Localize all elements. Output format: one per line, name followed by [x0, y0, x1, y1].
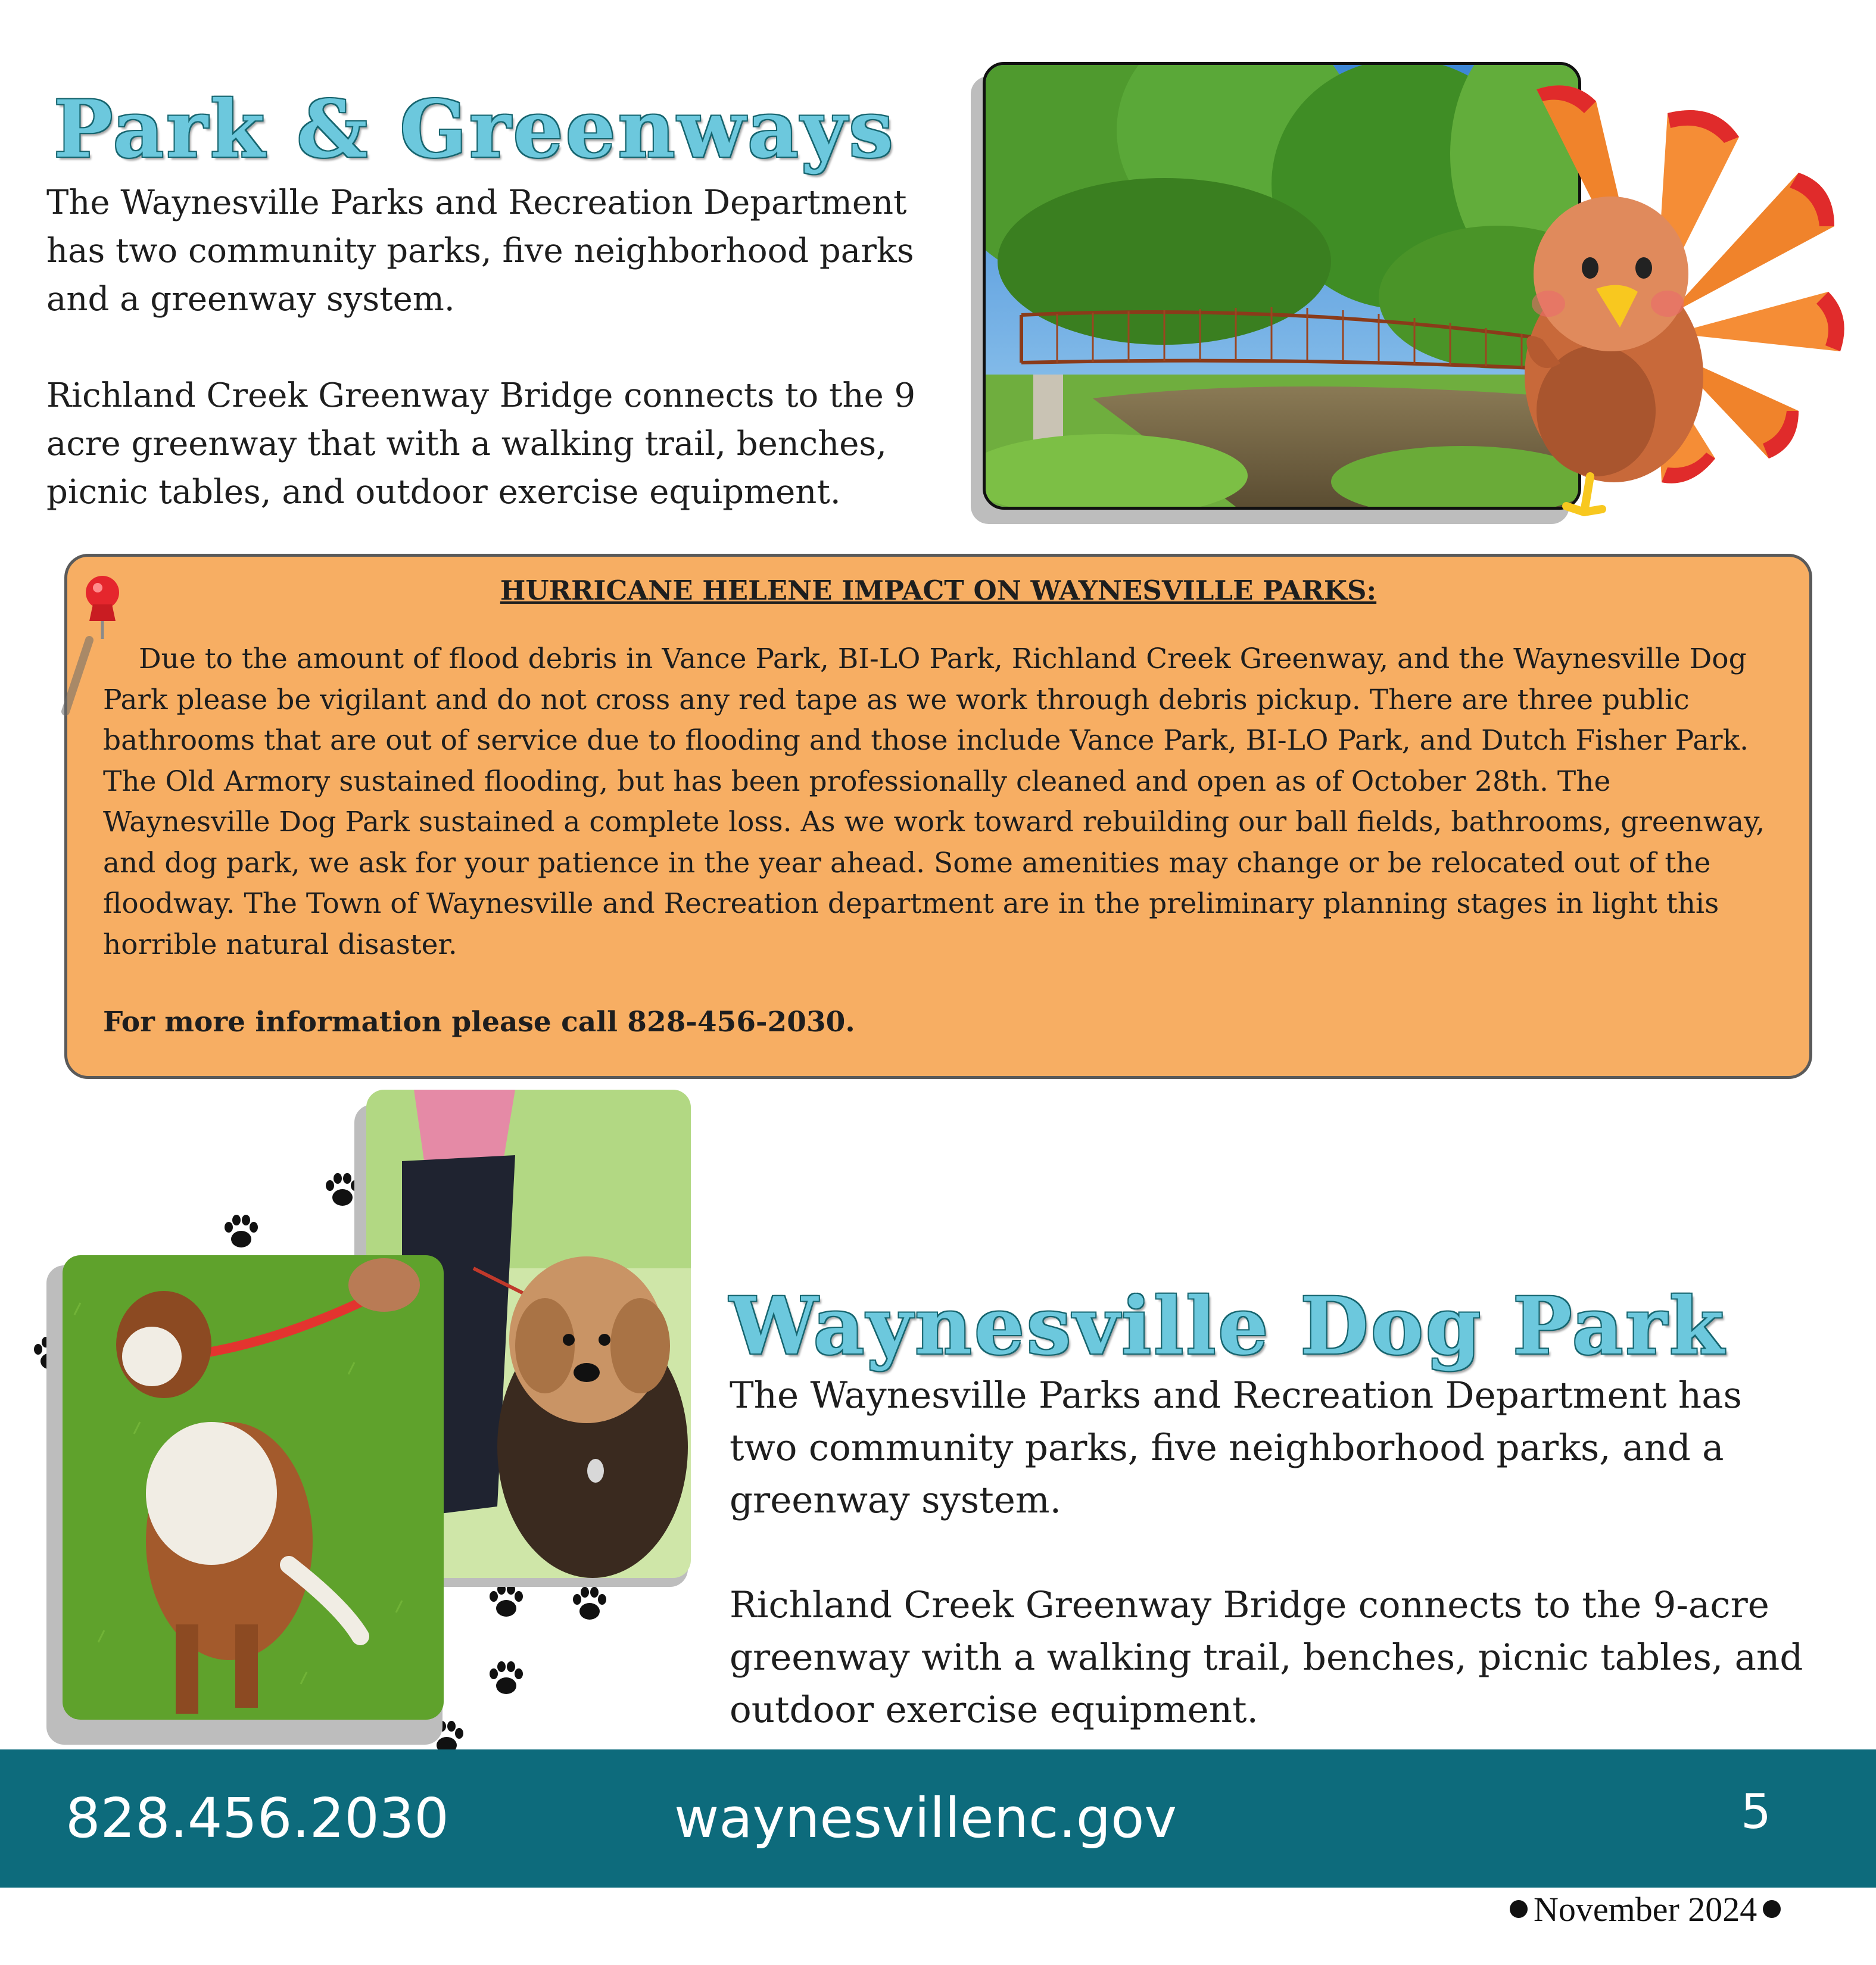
- park-greenways-paragraph-1: The Waynesville Parks and Recreation Department has two community parks, five neighborhood parks and a greenway system.: [46, 183, 914, 319]
- bullet-icon: [1510, 1900, 1528, 1918]
- dog-park-text: [730, 1370, 1819, 1736]
- notice-body: Due to the amount of flood debris in Vance Park, BI-LO Park, Richland Creek Greenway, and the Waynesville Dog Park please be vigilant and do not cross any red tape as we work through debris pickup. There are three public bathrooms that are out of service due to flooding and those include Vance Park, BI-LO Park, and Dutch Fisher Park. The Old Armory sustained flooding, but has been professionally cleaned and open as of October 28th. The Waynesville Dog Park sustained a complete loss. As we work toward rebuilding our ball fields, bathrooms, greenway, and dog park, we ask for your patience in the year ahead. Some amenities may change or be relocated out of the floodway. The Town of Waynesville and Recreation department are in the preliminary planning stages in light this horrible natural disaster.: [103, 642, 1765, 961]
- footer-bar: [0, 1749, 1876, 1888]
- paw-print-icon: [485, 1581, 527, 1623]
- footer-website-link[interactable]: waynesvillenc.gov: [674, 1786, 1177, 1850]
- issue-date: [1510, 1886, 1781, 1932]
- hurricane-notice: [64, 554, 1812, 1079]
- paw-print-icon: [485, 1658, 527, 1700]
- park-greenways-paragraph-2: Richland Creek Greenway Bridge connects to the 9 acre greenway that with a walking trail, benches, picnic tables, and outdoor exercise equipment.: [46, 376, 916, 511]
- dog-park-paragraph-2: Richland Creek Greenway Bridge connects to the 9-acre greenway with a walking trail, benches, picnic tables, and outdoor exercise equipment.: [730, 1584, 1803, 1731]
- paw-print-icon: [569, 1584, 610, 1626]
- issue-date-text: November 2024: [1534, 1889, 1757, 1929]
- turkey-illustration: [1525, 77, 1858, 518]
- bullet-icon: [1763, 1900, 1781, 1918]
- dog-park-paragraph-1: The Waynesville Parks and Recreation Department has two community parks, five neighborhood parks, and a greenway system.: [730, 1374, 1742, 1521]
- paw-print-icon: [220, 1212, 262, 1253]
- greenway-bridge-photo: [983, 62, 1581, 510]
- park-greenways-text: [46, 179, 976, 516]
- page-number: 5: [1741, 1784, 1771, 1839]
- push-pin-icon: [54, 569, 137, 723]
- notice-contact: For more information please call 828-456-2030.: [103, 1006, 855, 1038]
- dog-park-heading: Waynesville Dog Park: [730, 1280, 1727, 1373]
- collie-dog-photo: [63, 1255, 444, 1720]
- notice-title: HURRICANE HELENE IMPACT ON WAYNESVILLE PARKS:: [500, 575, 1377, 606]
- park-greenways-heading: Park & Greenways: [54, 83, 896, 176]
- footer-phone[interactable]: 828.456.2030: [66, 1786, 449, 1850]
